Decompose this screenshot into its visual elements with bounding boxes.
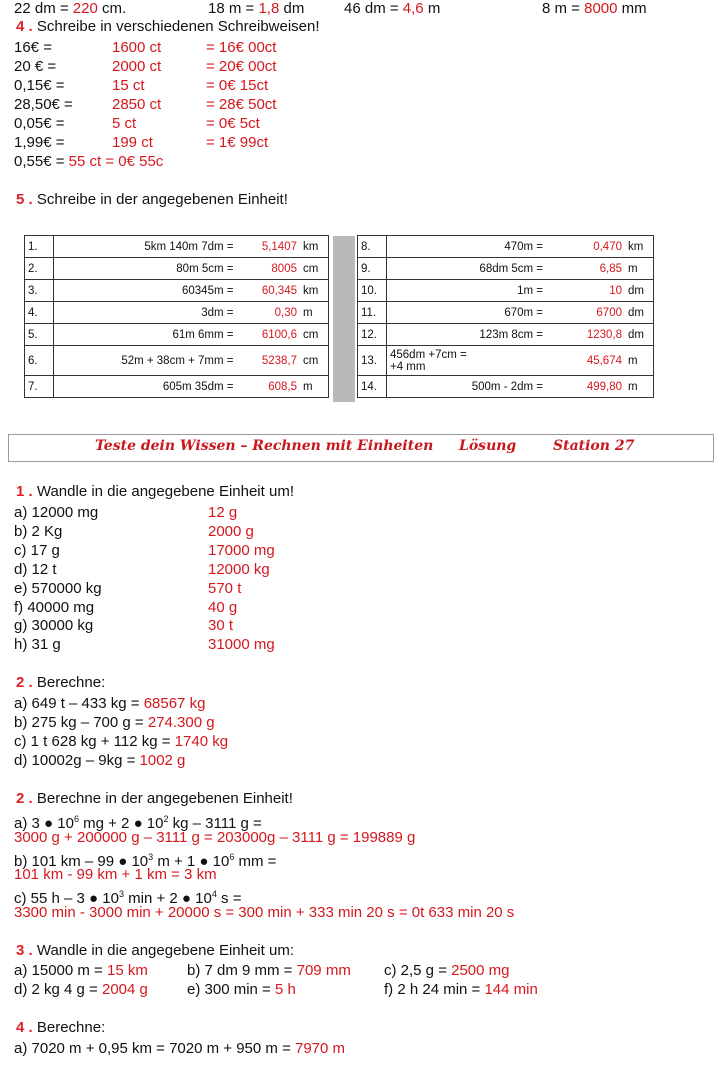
table-row [358, 376, 654, 398]
section-heading: 5 . Schreibe in der angegebenen Einheit! [16, 191, 288, 208]
table-row [25, 236, 329, 258]
currency-answer: 1600 ct [112, 39, 162, 56]
unit-table-left [24, 235, 329, 398]
row-expression: 470m = [387, 236, 547, 258]
list-item: e) 570000 kg [14, 580, 102, 597]
list-answer: 31000 mg [208, 636, 275, 653]
top-line-2: 18 m = 1,8 dm [208, 0, 305, 17]
currency-question: 20 € = [14, 58, 57, 75]
row-expression: 123m 8cm = [387, 324, 547, 346]
section-heading: 4 . Berechne: [16, 1019, 106, 1036]
list-item: a) 7020 m + 0,95 km = 7020 m + 950 m = 7970 m [14, 1040, 346, 1057]
exercise-a: a) 3 ● $10^6$ mg + 2 ● $10^2$ kg – 3111 g = [14, 814, 262, 832]
table-row [25, 280, 329, 302]
row-answer: 6,85 [546, 258, 625, 280]
list-item: a) 649 t – 433 kg = 68567 kg [14, 695, 206, 712]
list-item: b) 275 kg – 700 g = 274.300 g [14, 714, 215, 731]
list-answer: 40 g [208, 599, 238, 616]
row-unit: m [625, 346, 654, 376]
row-unit: dm [625, 280, 654, 302]
currency-question: 16€ = [14, 39, 52, 56]
row-number: 13. [358, 346, 387, 376]
row-number: 14. [358, 376, 387, 398]
row-unit: km [300, 236, 329, 258]
table-row [358, 258, 654, 280]
currency-answer-alt: = 1€ 99ct [206, 134, 269, 151]
row-number: 3. [25, 280, 54, 302]
row-expression: 61m 6mm = [54, 324, 237, 346]
table-row [358, 236, 654, 258]
table-row [25, 376, 329, 398]
list-answer: 570 t [208, 580, 242, 597]
list-answer: 12000 kg [208, 561, 270, 578]
section-heading: 4 . Schreibe in verschiedenen Schreibweisen! [16, 18, 320, 35]
row-answer: 0,470 [546, 236, 625, 258]
table-row [25, 302, 329, 324]
table-row [358, 324, 654, 346]
exercise-b-answer: 101 km - 99 km + 1 km = 3 km [14, 866, 217, 883]
row-unit: cm [300, 346, 329, 376]
list-item: a) 12000 mg [14, 504, 99, 521]
row-unit: km [625, 236, 654, 258]
currency-question: 0,05€ = [14, 115, 65, 132]
currency-answer-alt: = 0€ 15ct [206, 77, 269, 94]
list-item: f) 2 h 24 min = 144 min [384, 981, 538, 998]
row-answer: 499,80 [546, 376, 625, 398]
table-row [25, 258, 329, 280]
row-number: 2. [25, 258, 54, 280]
currency-answer: 15 ct [112, 77, 145, 94]
list-item: b) 7 dm 9 mm = 709 mm [187, 962, 351, 979]
row-answer: 608,5 [236, 376, 300, 398]
row-expression-line2: +4 mm [390, 360, 426, 373]
row-number: 7. [25, 376, 54, 398]
row-number: 9. [358, 258, 387, 280]
exercise-c-answer: 3300 min - 3000 min + 20000 s = 300 min + 333 min 20 s = 0t 633 min 20 s [14, 904, 515, 921]
banner-title: Teste dein Wissen – Rechnen mit Einheiten [95, 438, 434, 454]
list-item: c) 1 t 628 kg + 112 kg = 1740 kg [14, 733, 229, 750]
list-item: c) 17 g [14, 542, 60, 559]
row-unit: dm [625, 324, 654, 346]
list-item: d) 10002g – 9kg = 1002 g [14, 752, 186, 769]
row-unit: cm [300, 324, 329, 346]
row-answer: 10 [546, 280, 625, 302]
currency-answer: 2000 ct [112, 58, 162, 75]
row-expression [387, 346, 547, 376]
row-answer: 0,30 [236, 302, 300, 324]
section-heading: 1 . Wandle in die angegebene Einheit um! [16, 483, 294, 500]
currency-answer: 5 ct [112, 115, 137, 132]
row-number: 11. [358, 302, 387, 324]
row-expression-line1: 456dm +7cm = [390, 348, 467, 361]
exercise-b: b) 101 km – 99 ● $10^3$ m + 1 ● $10^6$ mm = [14, 852, 277, 870]
row-expression: 670m = [387, 302, 547, 324]
row-expression: 605m 35dm = [54, 376, 237, 398]
section-heading: 2 . Berechne in der angegebenen Einheit! [16, 790, 293, 807]
list-answer: 30 t [208, 617, 234, 634]
unit-table-right [357, 235, 654, 398]
list-answer: 2000 g [208, 523, 254, 540]
top-line-4: 8 m = 8000 mm [542, 0, 647, 17]
row-expression: 60345m = [54, 280, 237, 302]
row-answer: 5238,7 [236, 346, 300, 376]
row-number: 10. [358, 280, 387, 302]
row-expression: 80m 5cm = [54, 258, 237, 280]
currency-answer-alt: = 16€ 00ct [206, 39, 277, 56]
row-number: 1. [25, 236, 54, 258]
row-expression: 1m = [387, 280, 547, 302]
row-expression: 5km 140m 7dm = [54, 236, 237, 258]
currency-question: 28,50€ = [14, 96, 73, 113]
top-line-1: 22 dm = 220 cm. [14, 0, 127, 17]
table-row [25, 346, 329, 376]
currency-answer-alt: = 28€ 50ct [206, 96, 277, 113]
row-unit: cm [300, 258, 329, 280]
table-row [358, 280, 654, 302]
currency-answer-alt: = 20€ 00ct [206, 58, 277, 75]
list-item: h) 31 g [14, 636, 61, 653]
row-answer: 60,345 [236, 280, 300, 302]
table-separator [333, 236, 355, 402]
worksheet-banner [8, 434, 714, 462]
banner-station: Station 27 [553, 438, 635, 454]
list-item: d) 2 kg 4 g = 2004 g [14, 981, 148, 998]
currency-last-line: 0,55€ = 55 ct = 0€ 55c [14, 153, 164, 170]
list-answer: 17000 mg [208, 542, 275, 559]
row-number: 12. [358, 324, 387, 346]
section-heading: 2 . Berechne: [16, 674, 106, 691]
row-answer: 6700 [546, 302, 625, 324]
currency-question: 1,99€ = [14, 134, 65, 151]
row-unit: m [300, 302, 329, 324]
list-item: c) 2,5 g = 2500 mg [384, 962, 510, 979]
row-number: 5. [25, 324, 54, 346]
row-expression: 500m - 2dm = [387, 376, 547, 398]
table-row [358, 346, 654, 376]
row-expression: 68dm 5cm = [387, 258, 547, 280]
list-item: e) 300 min = 5 h [187, 981, 296, 998]
list-item: b) 2 Kg [14, 523, 63, 540]
row-answer: 6100,6 [236, 324, 300, 346]
exercise-a-answer: 3000 g + 200000 g – 3111 g = 203000g – 3111 g = 199889 g [14, 829, 416, 846]
currency-answer-alt: = 0€ 5ct [206, 115, 260, 132]
exercise-c: c) 55 h – 3 ● $10^3$ min + 2 ● $10^4$ s = [14, 889, 242, 907]
row-expression: 52m + 38cm + 7mm = [54, 346, 237, 376]
list-item: a) 15000 m = 15 km [14, 962, 148, 979]
row-number: 8. [358, 236, 387, 258]
top-line-3: 46 dm = 4,6 m [344, 0, 441, 17]
row-expression: 3dm = [54, 302, 237, 324]
row-answer: 1230,8 [546, 324, 625, 346]
list-item: d) 12 t [14, 561, 57, 578]
section-heading: 3 . Wandle in die angegebene Einheit um: [16, 942, 294, 959]
currency-question: 0,15€ = [14, 77, 65, 94]
banner-solution: Lösung [459, 438, 517, 454]
row-unit: m [300, 376, 329, 398]
row-number: 4. [25, 302, 54, 324]
list-item: g) 30000 kg [14, 617, 94, 634]
row-unit: m [625, 258, 654, 280]
currency-answer: 2850 ct [112, 96, 162, 113]
currency-answer: 199 ct [112, 134, 153, 151]
row-answer: 8005 [236, 258, 300, 280]
list-item: f) 40000 mg [14, 599, 95, 616]
table-row [25, 324, 329, 346]
row-unit: km [300, 280, 329, 302]
row-unit: m [625, 376, 654, 398]
table-row [358, 302, 654, 324]
row-answer: 45,674 [546, 346, 625, 376]
row-number: 6. [25, 346, 54, 376]
row-answer: 5,1407 [236, 236, 300, 258]
list-answer: 12 g [208, 504, 238, 521]
row-unit: dm [625, 302, 654, 324]
